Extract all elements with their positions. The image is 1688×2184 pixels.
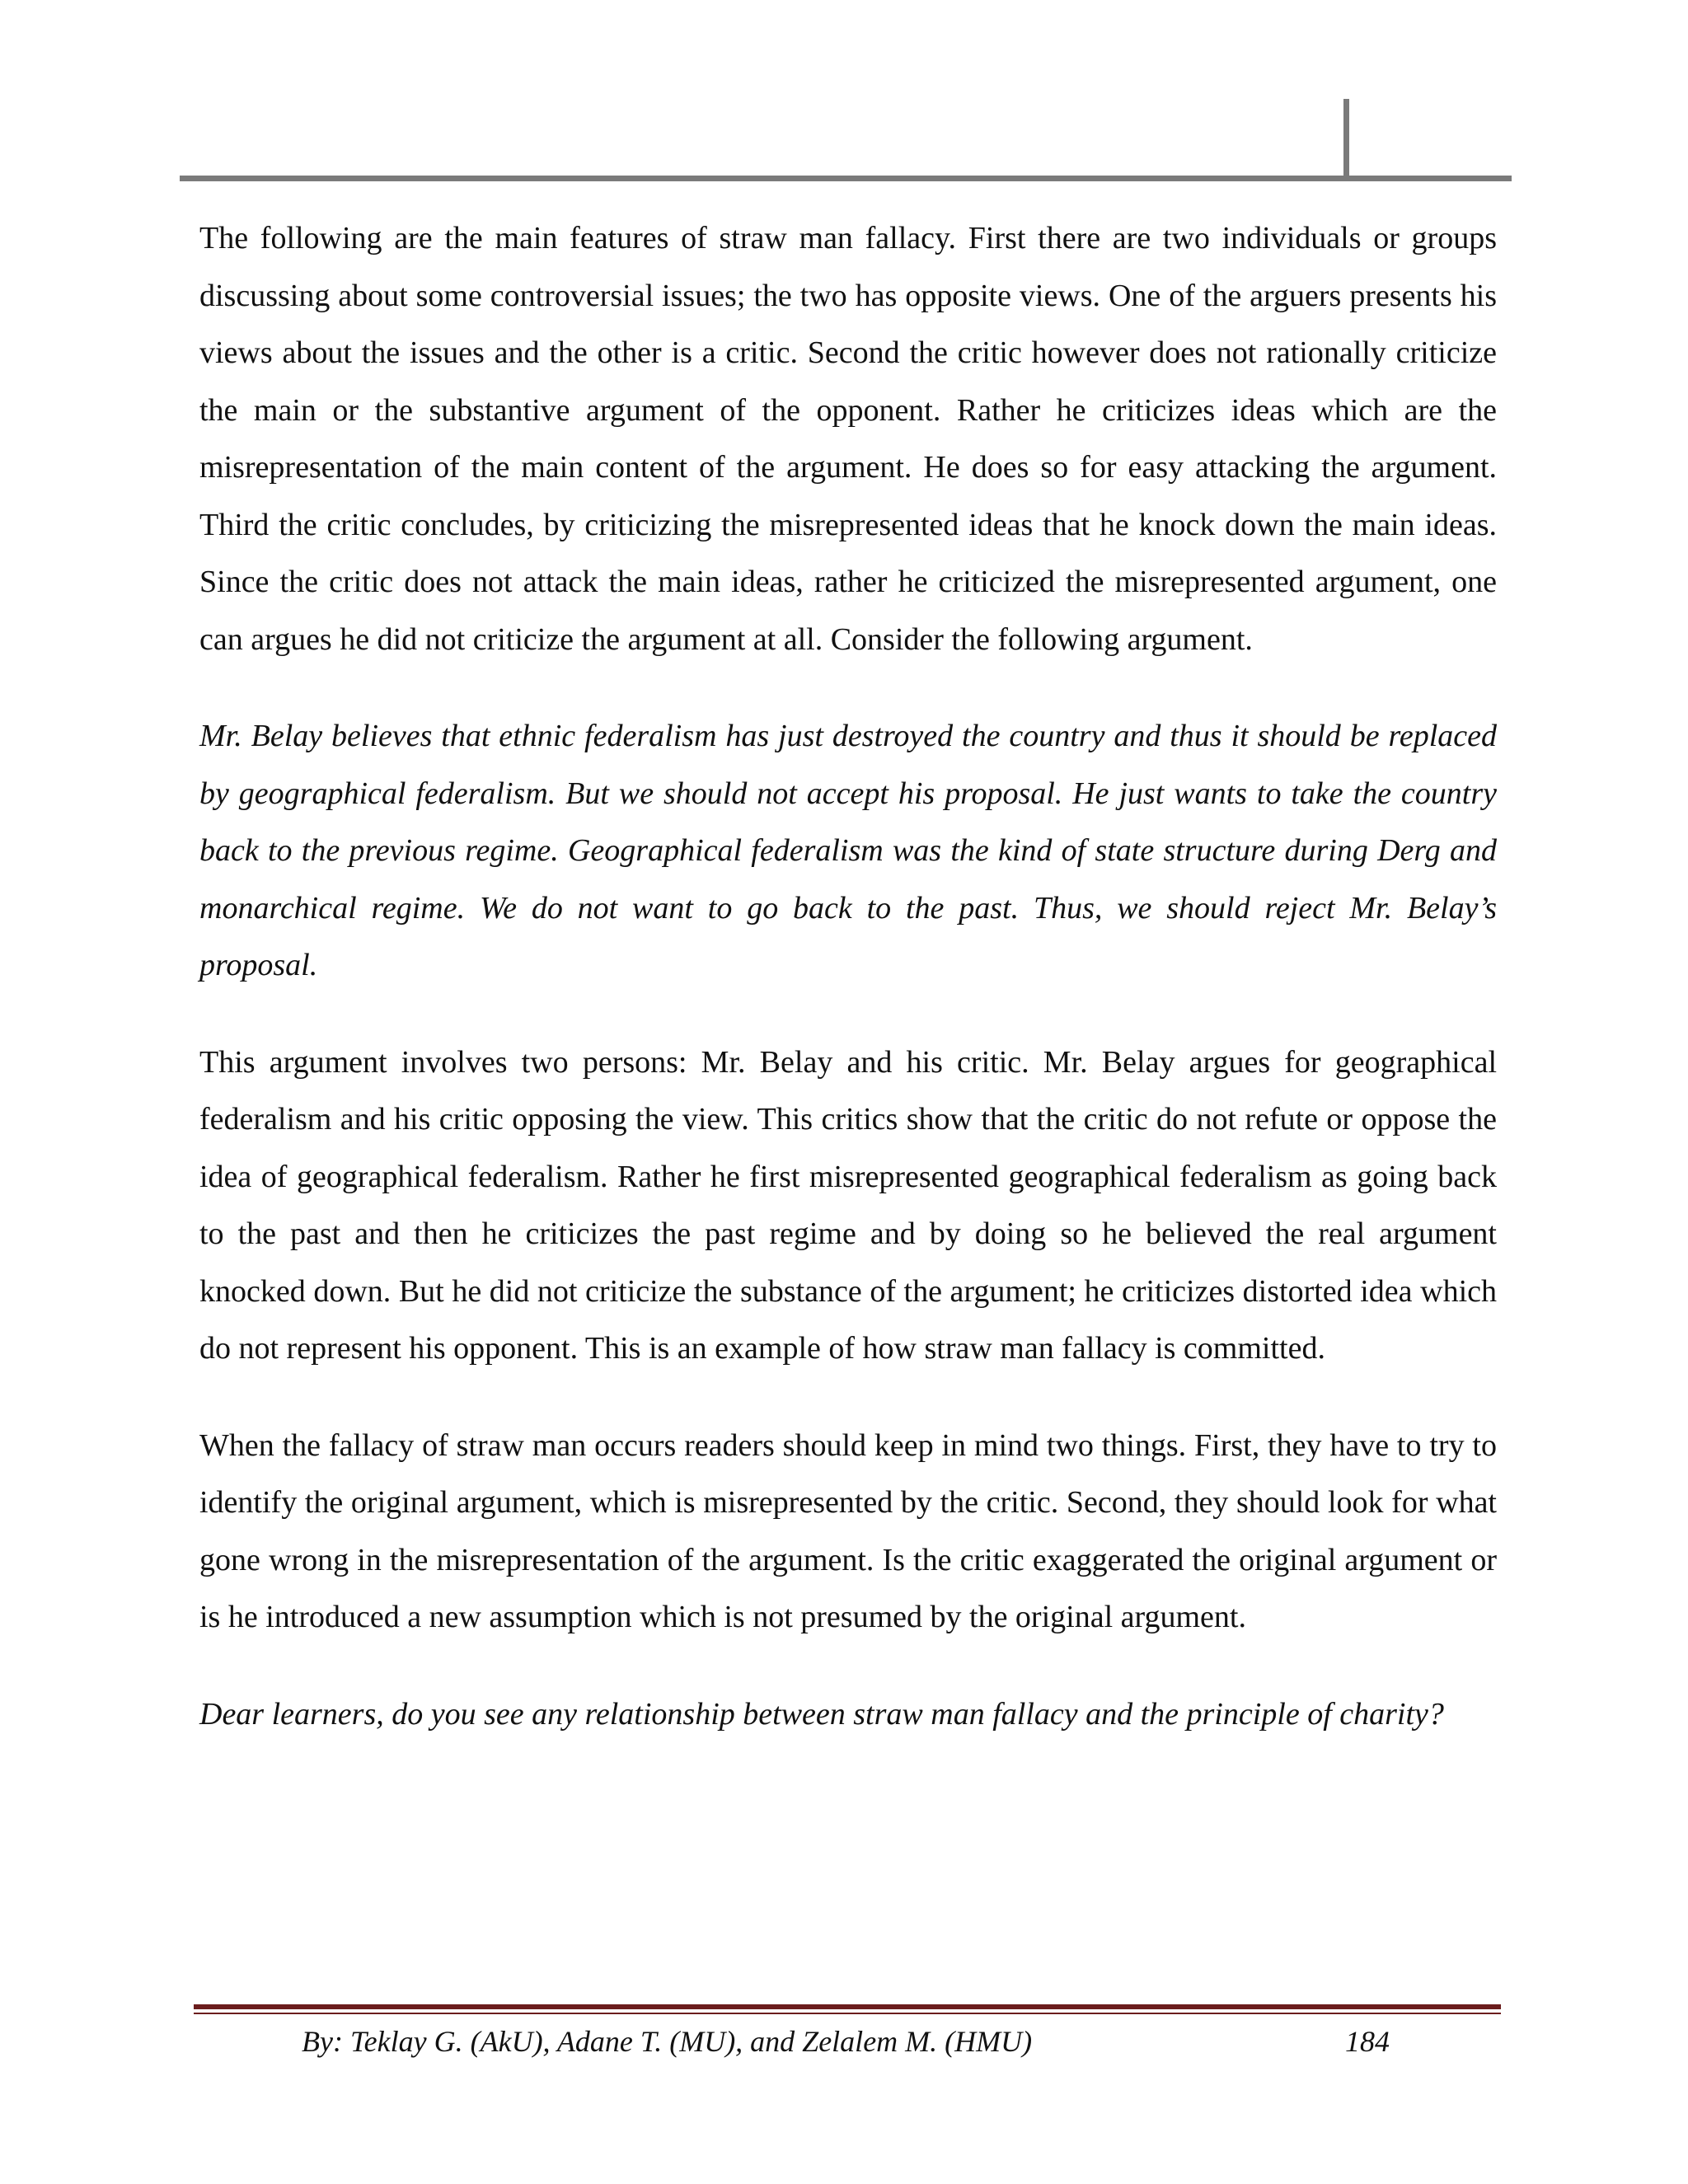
paragraph-example-analysis: This argument involves two persons: Mr. Belay and his critic. Mr. Belay argues for geographical federalism and his critic opposing the view. This critics show that the critic do not refute or oppose the idea of geographical federalism. Rather he first misrepresented geographical federalism as going back to the past and then he criticizes the past regime and by doing so he believed the real argument knocked down. But he did not criticize the substance of the argument; he criticizes distorted idea which do not represent his opponent. This is an example of how straw man fallacy is committed.	[199, 1044, 1497, 1366]
paragraph-reader-guidance: When the fallacy of straw man occurs readers should keep in mind two things. First, they have to try to identify the original argument, which is misrepresented by the critic. Second, they should look for what gone wrong in the misrepresentation of the argument. Is the critic exaggerated the original argument or is he introduced a new assumption which is not presumed by the original argument.	[199, 1427, 1497, 1634]
paragraph-example-argument: Mr. Belay believes that ethnic federalism has just destroyed the country and thus it should be replaced by geographical federalism. But we should not accept his proposal. He just wants to take the country back to the previous regime. Geographical federalism was the kind of state structure during Derg and monarchical regime. We do not want to go back to the past. Thus, we should reject Mr. Belay’s proposal.	[199, 719, 1497, 982]
header-rule	[180, 176, 1512, 181]
page-body	[199, 210, 1497, 1743]
footer-authors: By: Teklay G. (AkU), Adane T. (MU), and Zelalem M. (HMU)	[302, 2025, 1033, 2058]
paragraph-straw-man-features: The following are the main features of straw man fallacy. First there are two individuals or groups discussing about some controversial issues; the two has opposite views. One of the arguers presents his views about the issues and the other is a critic. Second the critic however does not rationally criticize the main or the substantive argument of the opponent. Rather he criticizes ideas which are the misrepresentation of the main content of the argument. He does so for easy attacking the argument. Third the critic concludes, by criticizing the misrepresented ideas that he knock down the main ideas. Since the critic does not attack the main ideas, rather he criticized the misrepresented argument, one can argues he did not criticize the argument at all. Consider the following argument.	[199, 221, 1497, 657]
footer-rule-thin	[194, 2013, 1501, 2014]
paragraph-learner-question: Dear learners, do you see any relationship between straw man fallacy and the principle of charity?	[199, 1696, 1444, 1732]
page-number: 184	[1345, 2025, 1390, 2058]
header-tick	[1343, 99, 1349, 180]
footer-rule	[194, 2004, 1501, 2009]
